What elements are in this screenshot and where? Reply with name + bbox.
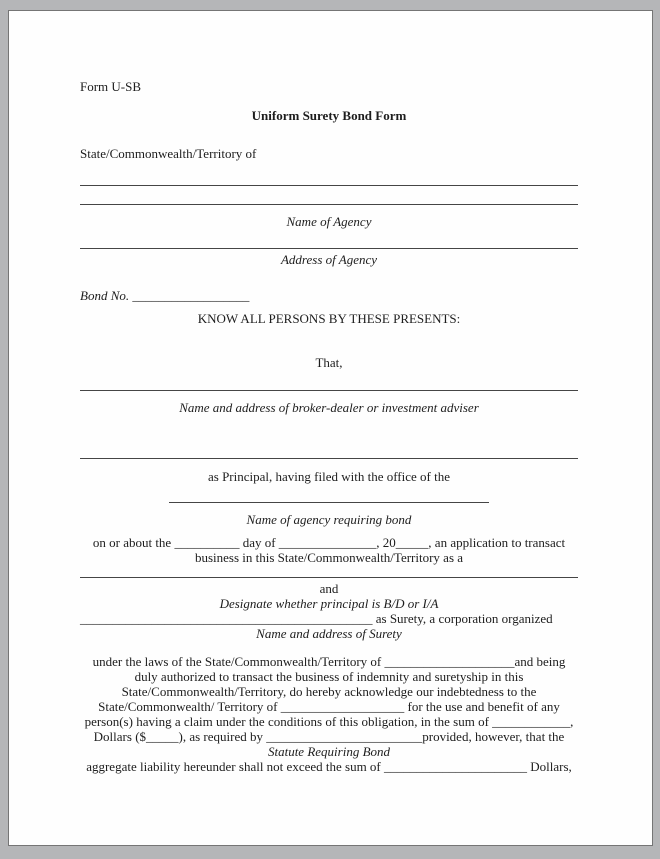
obligation-line-8: aggregate liability hereunder shall not exceed the sum of ______________________ Dollars,	[86, 759, 572, 774]
broker-dealer-caption: Name and address of broker-dealer or investment adviser	[179, 400, 479, 415]
state-territory-label: State/Commonwealth/Territory of	[80, 146, 257, 161]
obligation-line-3: State/Commonwealth/Territory, do hereby acknowledge our indebtedness to the	[121, 684, 537, 699]
obligation-line-6: Dollars ($_____), as required by ________________________provided, however, that the	[93, 729, 565, 744]
obligation-line-4: State/Commonwealth/ Territory of ___________________ for the use and benefit of any	[98, 699, 560, 714]
surety-corporation-line: _____________________________________________ as Surety, a corporation organized	[80, 611, 553, 626]
blank-line-agency-address	[80, 248, 578, 249]
agency-name-caption: Name of Agency	[286, 214, 372, 229]
form-title: Uniform Surety Bond Form	[251, 108, 407, 123]
presents-heading: KNOW ALL PERSONS BY THESE PRESENTS:	[197, 311, 461, 326]
surety-bond-form-page	[8, 10, 653, 846]
business-type-line: business in this State/Commonwealth/Territory as a	[194, 550, 464, 565]
blank-line-agency-requiring-bond	[169, 502, 489, 503]
principal-filed-line: as Principal, having filed with the office of the	[208, 469, 450, 484]
blank-line-principal	[80, 458, 578, 459]
obligation-line-1: under the laws of the State/Commonwealth/Territory of ____________________and being	[92, 654, 566, 669]
obligation-line-2: duly authorized to transact the business of indemnity and suretyship in this	[134, 669, 524, 684]
blank-line-broker-dealer	[80, 390, 578, 391]
blank-line-state	[80, 185, 578, 186]
application-date-line: on or about the __________ day of _______________, 20_____, an application to transact	[92, 535, 566, 550]
that-line: That,	[315, 355, 343, 370]
statute-requiring-bond-caption: Statute Requiring Bond	[267, 744, 391, 759]
surety-name-address-caption: Name and address of Surety	[256, 626, 402, 641]
obligation-line-5: person(s) having a claim under the conditions of this obligation, in the sum of ____________,	[84, 714, 574, 729]
form-number: Form U-SB	[80, 79, 142, 94]
and-line: and	[319, 581, 339, 596]
bond-number-field: Bond No. __________________	[80, 288, 250, 303]
agency-requiring-bond-caption: Name of agency requiring bond	[246, 512, 412, 527]
blank-line-agency-name	[80, 204, 578, 205]
designate-principal-caption: Designate whether principal is B/D or I/A	[219, 596, 439, 611]
blank-line-bd-or-ia	[80, 577, 578, 578]
obligation-paragraph	[80, 654, 578, 774]
agency-address-caption: Address of Agency	[280, 252, 378, 267]
